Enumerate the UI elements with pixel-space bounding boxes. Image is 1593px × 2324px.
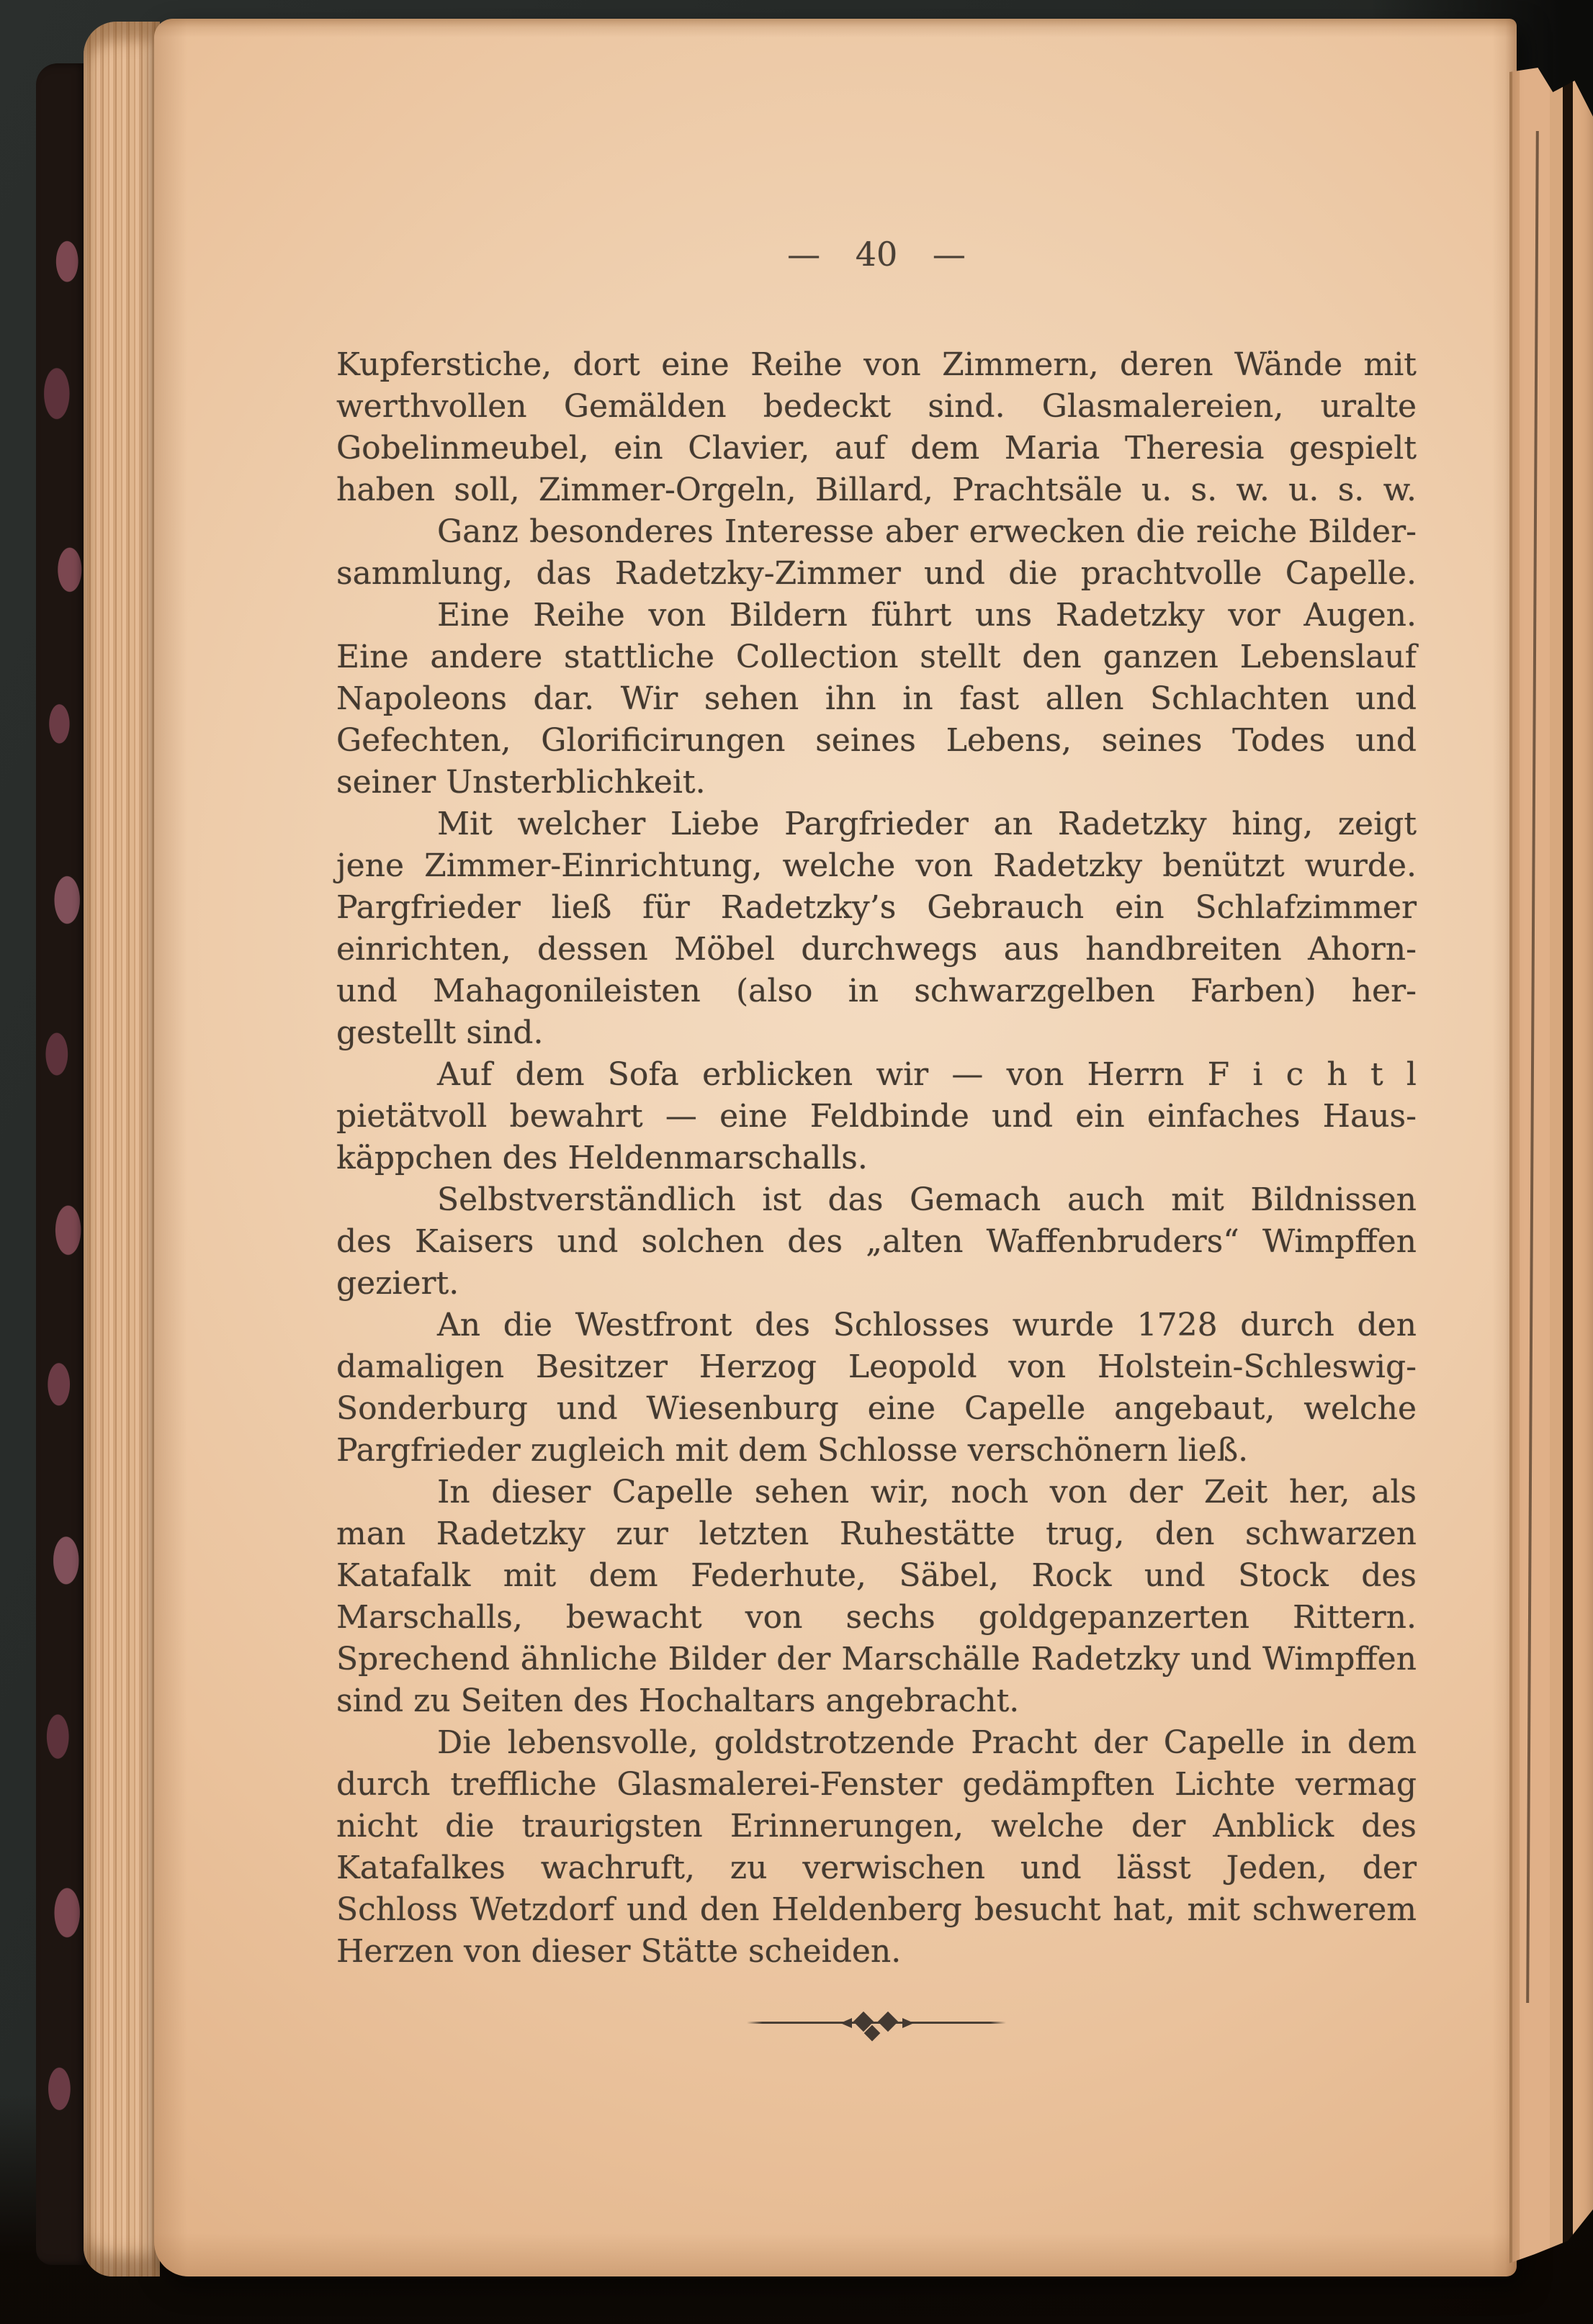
scanned-book-page: [154, 19, 1517, 2276]
text-line: pietätvoll bewahrt — eine Feldbinde und ein einfaches Haus-: [336, 1098, 1417, 1135]
text-line: Napoleons dar. Wir sehen ihn in fast allen Schlachten und: [336, 680, 1417, 717]
text-line: und Mahagonileisten (also in schwarzgelben Farben) her-: [336, 973, 1417, 1009]
section-divider-ornament: [336, 1994, 1417, 2052]
text-line: In dieser Capelle sehen wir, noch von der Zeit her, als: [437, 1474, 1417, 1510]
text-line: einrichten, dessen Möbel durchwegs aus handbreiten Ahorn-: [336, 931, 1417, 968]
divider-diamond-icon: [878, 2012, 898, 2032]
text-line: Katafalkes wachruft, zu verwischen und lässt Jeden, der: [336, 1850, 1417, 1886]
book-cover-marbled-edge: [36, 63, 88, 2265]
text-line: Selbstverständlich ist das Gemach auch mit Bildnissen: [437, 1181, 1417, 1218]
text-line: An die Westfront des Schlosses wurde 1728 durch den: [437, 1307, 1417, 1343]
divider-right-tip: [902, 2018, 914, 2028]
text-line: gestellt sind.: [336, 1014, 544, 1051]
text-line: man Radetzky zur letzten Ruhestätte trug, den schwarzen: [336, 1515, 1417, 1552]
torn-page-edge: [1509, 30, 1593, 2272]
text-line: Herzen von dieser Stätte scheiden.: [336, 1933, 902, 1970]
text-line: sammlung, das Radetzky-Zimmer und die prachtvolle Capelle.: [336, 555, 1417, 592]
text-line: Eine andere stattliche Collection stellt den ganzen Lebenslauf: [336, 639, 1417, 675]
text-line: Gefechten, Glorificirungen seines Lebens, seines Todes und: [336, 722, 1417, 759]
text-line: Schloss Wetzdorf und den Heldenberg besucht hat, mit schwerem: [336, 1891, 1417, 1928]
text-line: Auf dem Sofa erblicken wir — von Herrn F i c h t l: [437, 1056, 1417, 1093]
divider-rule: [747, 2022, 1006, 2024]
text-line: sind zu Seiten des Hochaltars angebracht.: [336, 1683, 1020, 1719]
text-line: Die lebensvolle, goldstrotzende Pracht der Capelle in dem: [437, 1724, 1417, 1761]
text-line: Mit welcher Liebe Pargfrieder an Radetzky hing, zeigt: [437, 806, 1417, 842]
text-line: damaligen Besitzer Herzog Leopold von Holstein-Schleswig-: [336, 1348, 1417, 1385]
text-line: Katafalk mit dem Federhute, Säbel, Rock und Stock des: [336, 1557, 1417, 1594]
text-line: des Kaisers und solchen des „alten Waffenbruders“ Wimpffen: [336, 1223, 1417, 1260]
page-number: — 40 —: [787, 235, 966, 274]
text-line: geziert.: [336, 1265, 459, 1302]
page-crack: [1526, 131, 1539, 2003]
text-line: Kupferstiche, dort eine Reihe von Zimmern, deren Wände mit: [336, 346, 1417, 383]
text-line: Ganz besonderes Interesse aber erwecken die reiche Bilder-: [437, 513, 1417, 550]
text-line: haben soll, Zimmer-Orgeln, Billard, Prachtsäle u. s. w. u. s. w.: [336, 472, 1417, 508]
text-line: nicht die traurigsten Erinnerungen, welche der Anblick des: [336, 1808, 1417, 1845]
text-line: durch treffliche Glasmalerei-Fenster gedämpften Lichte vermag: [336, 1766, 1417, 1803]
text-line: jene Zimmer-Einrichtung, welche von Radetzky benützt wurde.: [336, 847, 1417, 884]
text-line: Eine Reihe von Bildern führt uns Radetzky vor Augen.: [437, 597, 1417, 634]
text-line: Pargfrieder ließ für Radetzky’s Gebrauch ein Schlafzimmer: [336, 889, 1417, 926]
text-block: [336, 344, 1417, 1973]
text-line: seiner Unsterblichkeit.: [336, 764, 706, 801]
page-stack-fore-edge: [84, 22, 160, 2276]
text-line: Gobelinmeubel, ein Clavier, auf dem Maria Theresia gespielt: [336, 430, 1417, 467]
text-line: Pargfrieder zugleich mit dem Schlosse verschönern ließ.: [336, 1432, 1249, 1469]
text-line: käppchen des Heldenmarschalls.: [336, 1140, 868, 1176]
text-line: Sprechend ähnliche Bilder der Marschälle Radetzky und Wimpffen: [336, 1641, 1417, 1677]
divider-left-tip: [840, 2018, 852, 2028]
text-line: werthvollen Gemälden bedeckt sind. Glasmalereien, uralte: [336, 388, 1417, 425]
text-line: Sonderburg und Wiesenburg eine Capelle angebaut, welche: [336, 1390, 1417, 1427]
text-line: Marschalls, bewacht von sechs goldgepanzerten Rittern.: [336, 1599, 1417, 1636]
